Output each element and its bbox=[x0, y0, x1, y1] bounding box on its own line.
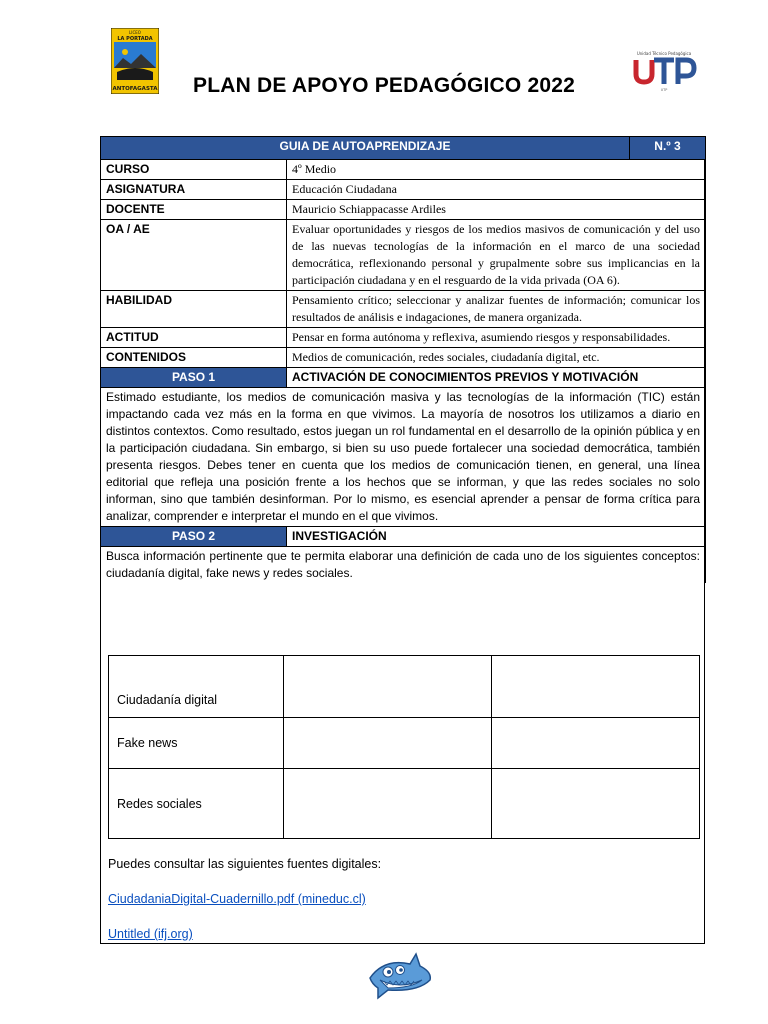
answer-cell[interactable] bbox=[284, 769, 492, 839]
answer-cell[interactable] bbox=[492, 718, 700, 769]
guide-table bbox=[100, 136, 705, 944]
paso1-text: Estimado estudiante, los medios de comunicación masiva y las tecnologías de la información (TIC) están impactando cada vez más en la forma en que vivimos. La mayoría de nosotros los utilizamos a diario en distintos contextos. Como resultado, estos juegan un rol fundamental en el desarrollo de la opinión pública y en la participación ciudadana. Sin embargo, si bien su uso puede fortalecer una sociedad democrática, también presenta riesgos. Debes tener en cuenta que los medios de comunicación tienen, en general, una línea editorial que refleja una posición frente a los hechos que se informan, y que las redes sociales no solo informan, sino que también desinforman. Por lo mismo, es esencial aprender a pensar de forma crítica para analizar, comprender e interpretar el mundo en el que vivimos. bbox=[101, 388, 706, 527]
row-label-asignatura: ASIGNATURA bbox=[101, 180, 287, 200]
row-value-habilidad: Pensamiento crítico; seleccionar y analizar fuentes de información; comunicar los resultados de análisis e indagaciones, de manera organizada. bbox=[287, 291, 706, 328]
concept-redes-sociales: Redes sociales bbox=[109, 769, 284, 839]
answer-cell[interactable] bbox=[492, 769, 700, 839]
guide-title: GUIA DE AUTOAPRENDIZAJE bbox=[101, 137, 630, 160]
paso1-label: PASO 1 bbox=[101, 368, 287, 388]
concepts-table bbox=[108, 655, 700, 839]
shark-mascot-icon bbox=[366, 950, 434, 1000]
sources-intro: Puedes consultar las siguientes fuentes digitales: bbox=[108, 857, 382, 871]
utp-caption: Unidad Técnico Pedagógica bbox=[636, 51, 692, 56]
row-label-docente: DOCENTE bbox=[101, 200, 287, 220]
concept-ciudadania-digital: Ciudadanía digital bbox=[109, 656, 284, 718]
logo-text-2: LA PORTADA bbox=[117, 36, 153, 42]
row-value-oa: Evaluar oportunidades y riesgos de los medios masivos de comunicación y del uso de las nuevas tecnologías de la información en el marco de una sociedad democrática, reflexionando personal y grupalmente sobre sus implicancias en la participación ciudadana y en el resguardo de la vida privada (OA 6). bbox=[287, 220, 706, 291]
source-link-ifj[interactable]: Untitled (ifj.org) bbox=[108, 927, 193, 941]
row-value-docente: Mauricio Schiappacasse Ardiles bbox=[287, 200, 706, 220]
answer-cell[interactable] bbox=[284, 718, 492, 769]
row-label-contenidos: CONTENIDOS bbox=[101, 348, 287, 368]
paso2-title: INVESTIGACIÓN bbox=[287, 527, 706, 547]
row-value-asignatura: Educación Ciudadana bbox=[287, 180, 706, 200]
paso2-label: PASO 2 bbox=[101, 527, 287, 547]
row-value-contenidos: Medios de comunicación, redes sociales, ciudadanía digital, etc. bbox=[287, 348, 706, 368]
row-label-habilidad: HABILIDAD bbox=[101, 291, 287, 328]
row-label-curso: CURSO bbox=[101, 160, 287, 180]
source-link-mineduc[interactable]: CiudadaniaDigital-Cuadernillo.pdf (mineduc.cl) bbox=[108, 892, 366, 906]
concept-fake-news: Fake news bbox=[109, 718, 284, 769]
logo-text-3: ANTOFAGASTA bbox=[112, 86, 158, 92]
answer-cell[interactable] bbox=[492, 656, 700, 718]
page-title: PLAN DE APOYO PEDAGÓGICO 2022 bbox=[193, 74, 575, 97]
paso2-text: Busca información pertinente que te permita elaborar una definición de cada uno de los siguientes conceptos: ciudadanía digital, fake news y redes sociales. bbox=[101, 547, 706, 584]
row-label-oa: OA / AE bbox=[101, 220, 287, 291]
row-label-actitud: ACTITUD bbox=[101, 328, 287, 348]
row-value-curso: 4º Medio bbox=[287, 160, 706, 180]
logo-text-1: LICEO bbox=[129, 30, 141, 35]
guide-number: N.º 3 bbox=[630, 137, 706, 160]
answer-cell[interactable] bbox=[284, 656, 492, 718]
paso1-title: ACTIVACIÓN DE CONOCIMIENTOS PREVIOS Y MOTIVACIÓN bbox=[287, 368, 706, 388]
utp-logo-text: UTP bbox=[660, 88, 668, 92]
row-value-actitud: Pensar en forma autónoma y reflexiva, asumiendo riesgos y responsabilidades. bbox=[287, 328, 706, 348]
